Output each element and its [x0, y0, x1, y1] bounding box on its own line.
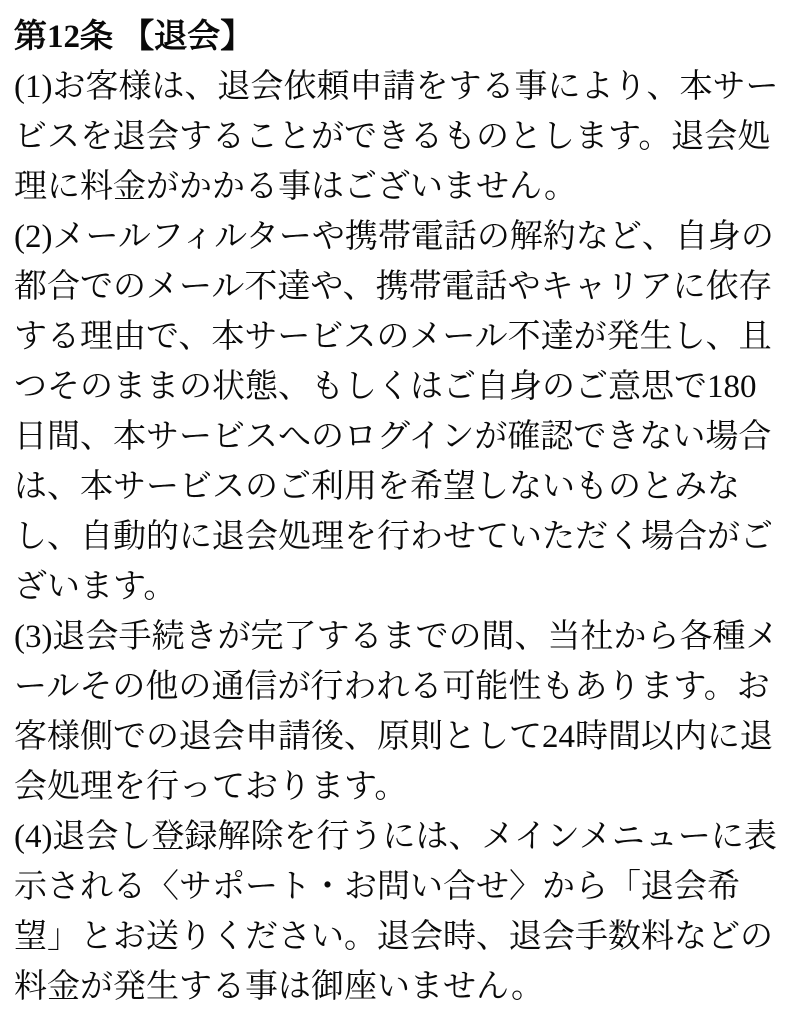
- text-line: 示される〈サポート・お問い合せ〉から「退会希: [14, 869, 740, 905]
- text-line: は、本サービスのご利用を希望しないものとみな: [14, 469, 740, 505]
- text-line: する理由で、本サービスのメール不達が発生し、且: [14, 319, 772, 355]
- text-line: つそのままの状態、もしくはご自身のご意思で180: [14, 369, 757, 405]
- text-line: し、自動的に退会処理を行わせていただく場合がご: [14, 519, 773, 555]
- text-line: (1)お客様は、退会依頼申請をする事により、本サー: [14, 69, 779, 105]
- text-line: (4)退会し登録解除を行うには、メインメニューに表: [14, 819, 777, 855]
- text-line: ざいます。: [14, 569, 177, 605]
- text-line: (3)退会手続きが完了するまでの間、当社から各種メ: [14, 619, 779, 655]
- clause-4: [14, 812, 778, 1012]
- clause-1: [14, 62, 778, 212]
- clause-3: [14, 612, 778, 812]
- text-line: (2)メールフィルターや携帯電話の解約など、自身の: [14, 219, 774, 255]
- text-line: 客様側での退会申請後、原則として24時間以内に退: [14, 719, 773, 755]
- text-line: 望」とお送りください。退会時、退会手数料などの: [14, 919, 773, 955]
- text-line: 理に料金がかかる事はございません。: [14, 169, 577, 205]
- text-line: 会処理を行っております。: [14, 769, 408, 805]
- text-line: ールその他の通信が行われる可能性もあります。お: [14, 669, 770, 705]
- text-line: 都合でのメール不達や、携帯電話やキャリアに依存: [14, 269, 772, 305]
- clause-2: [14, 212, 778, 612]
- text-line: 日間、本サービスへのログインが確認できない場合: [14, 419, 772, 455]
- text-line: ビスを退会することができるものとします。退会処: [14, 119, 771, 155]
- text-line: 料金が発生する事は御座いません。: [14, 969, 544, 1005]
- article-heading: 第12条 【退会】: [14, 19, 254, 55]
